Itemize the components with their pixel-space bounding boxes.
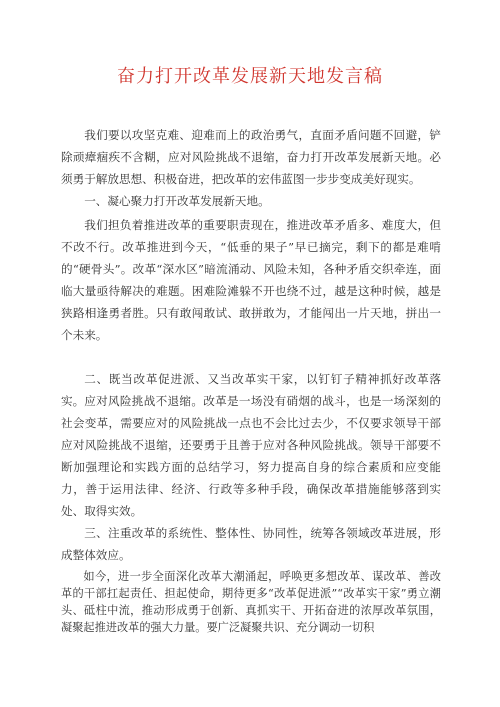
heading-section-2: 二、既当改革促进派、又当改革实干家，以钉钉子精神抓好改革落实。 xyxy=(61,372,441,408)
heading-section-1: 一、凝心聚力打开改革发展新天地。 xyxy=(84,194,270,208)
document-title: 奋力打开改革发展新天地发言稿 xyxy=(117,66,383,87)
paragraph-section-1: 我们担负着推进改革的重要职责现在，推进改革矛盾多、难度大，但不改不行。改革推进到今天，“低垂的果子”早已摘完，剩下的都是难啃的“硬骨头”。改革“深水区”暗流涌动、风险未知，各种矛盾交织牵连，面临大量亟待解决的难题。困难险滩躲不开也绕不过，越是这种时候，越是狭路相逢勇者胜。只有敢闯敢试、敢拼敢为，才能闯出一片天地，拼出一个未来。 xyxy=(61,218,441,342)
paragraph-section-2: 应对风险挑战不退缩。改革是一场没有硝烟的战斗，也是一场深刻的社会变革，需要应对的风险挑战一点也不会比过去少，不仅要求领导干部应对风险挑战不退缩，还要勇于且善于应对各种风险挑战。领导干部要不断加强理论和实践方面的总结学习，努力提高自身的综合素质和应变能力，善于运用法律、经济、行政等多种手段，确保改革措施能够落到实处、取得实效。 xyxy=(61,394,441,518)
paragraph-intro: 我们要以攻坚克难、迎难而上的政治勇气，直面矛盾问题不回避，铲除顽瘴痼疾不含糊，应对风险挑战不退缩，奋力打开改革发展新天地。必须勇于解放思想、积极奋进，把改革的宏伟蓝图一步步变成美好现实。 xyxy=(61,128,441,186)
paragraph-section-3: 如今，进一步全面深化改革大潮涌起，呼唤更多想改革、谋改革、善改革的干部扛起责任、担起使命，期待更多“改革促进派”“改革实干家”勇立潮头、砥柱中流，推动形成勇于创新、真抓实干、开拓奋进的浓厚改革氛围，凝聚起推进改革的强大力量。要广泛凝聚共识、充分调动一切积 xyxy=(61,570,441,634)
heading-section-3: 三、注重改革的系统性、整体性、协同性，统筹各领域改革进展，形成整体效应。 xyxy=(61,526,441,562)
